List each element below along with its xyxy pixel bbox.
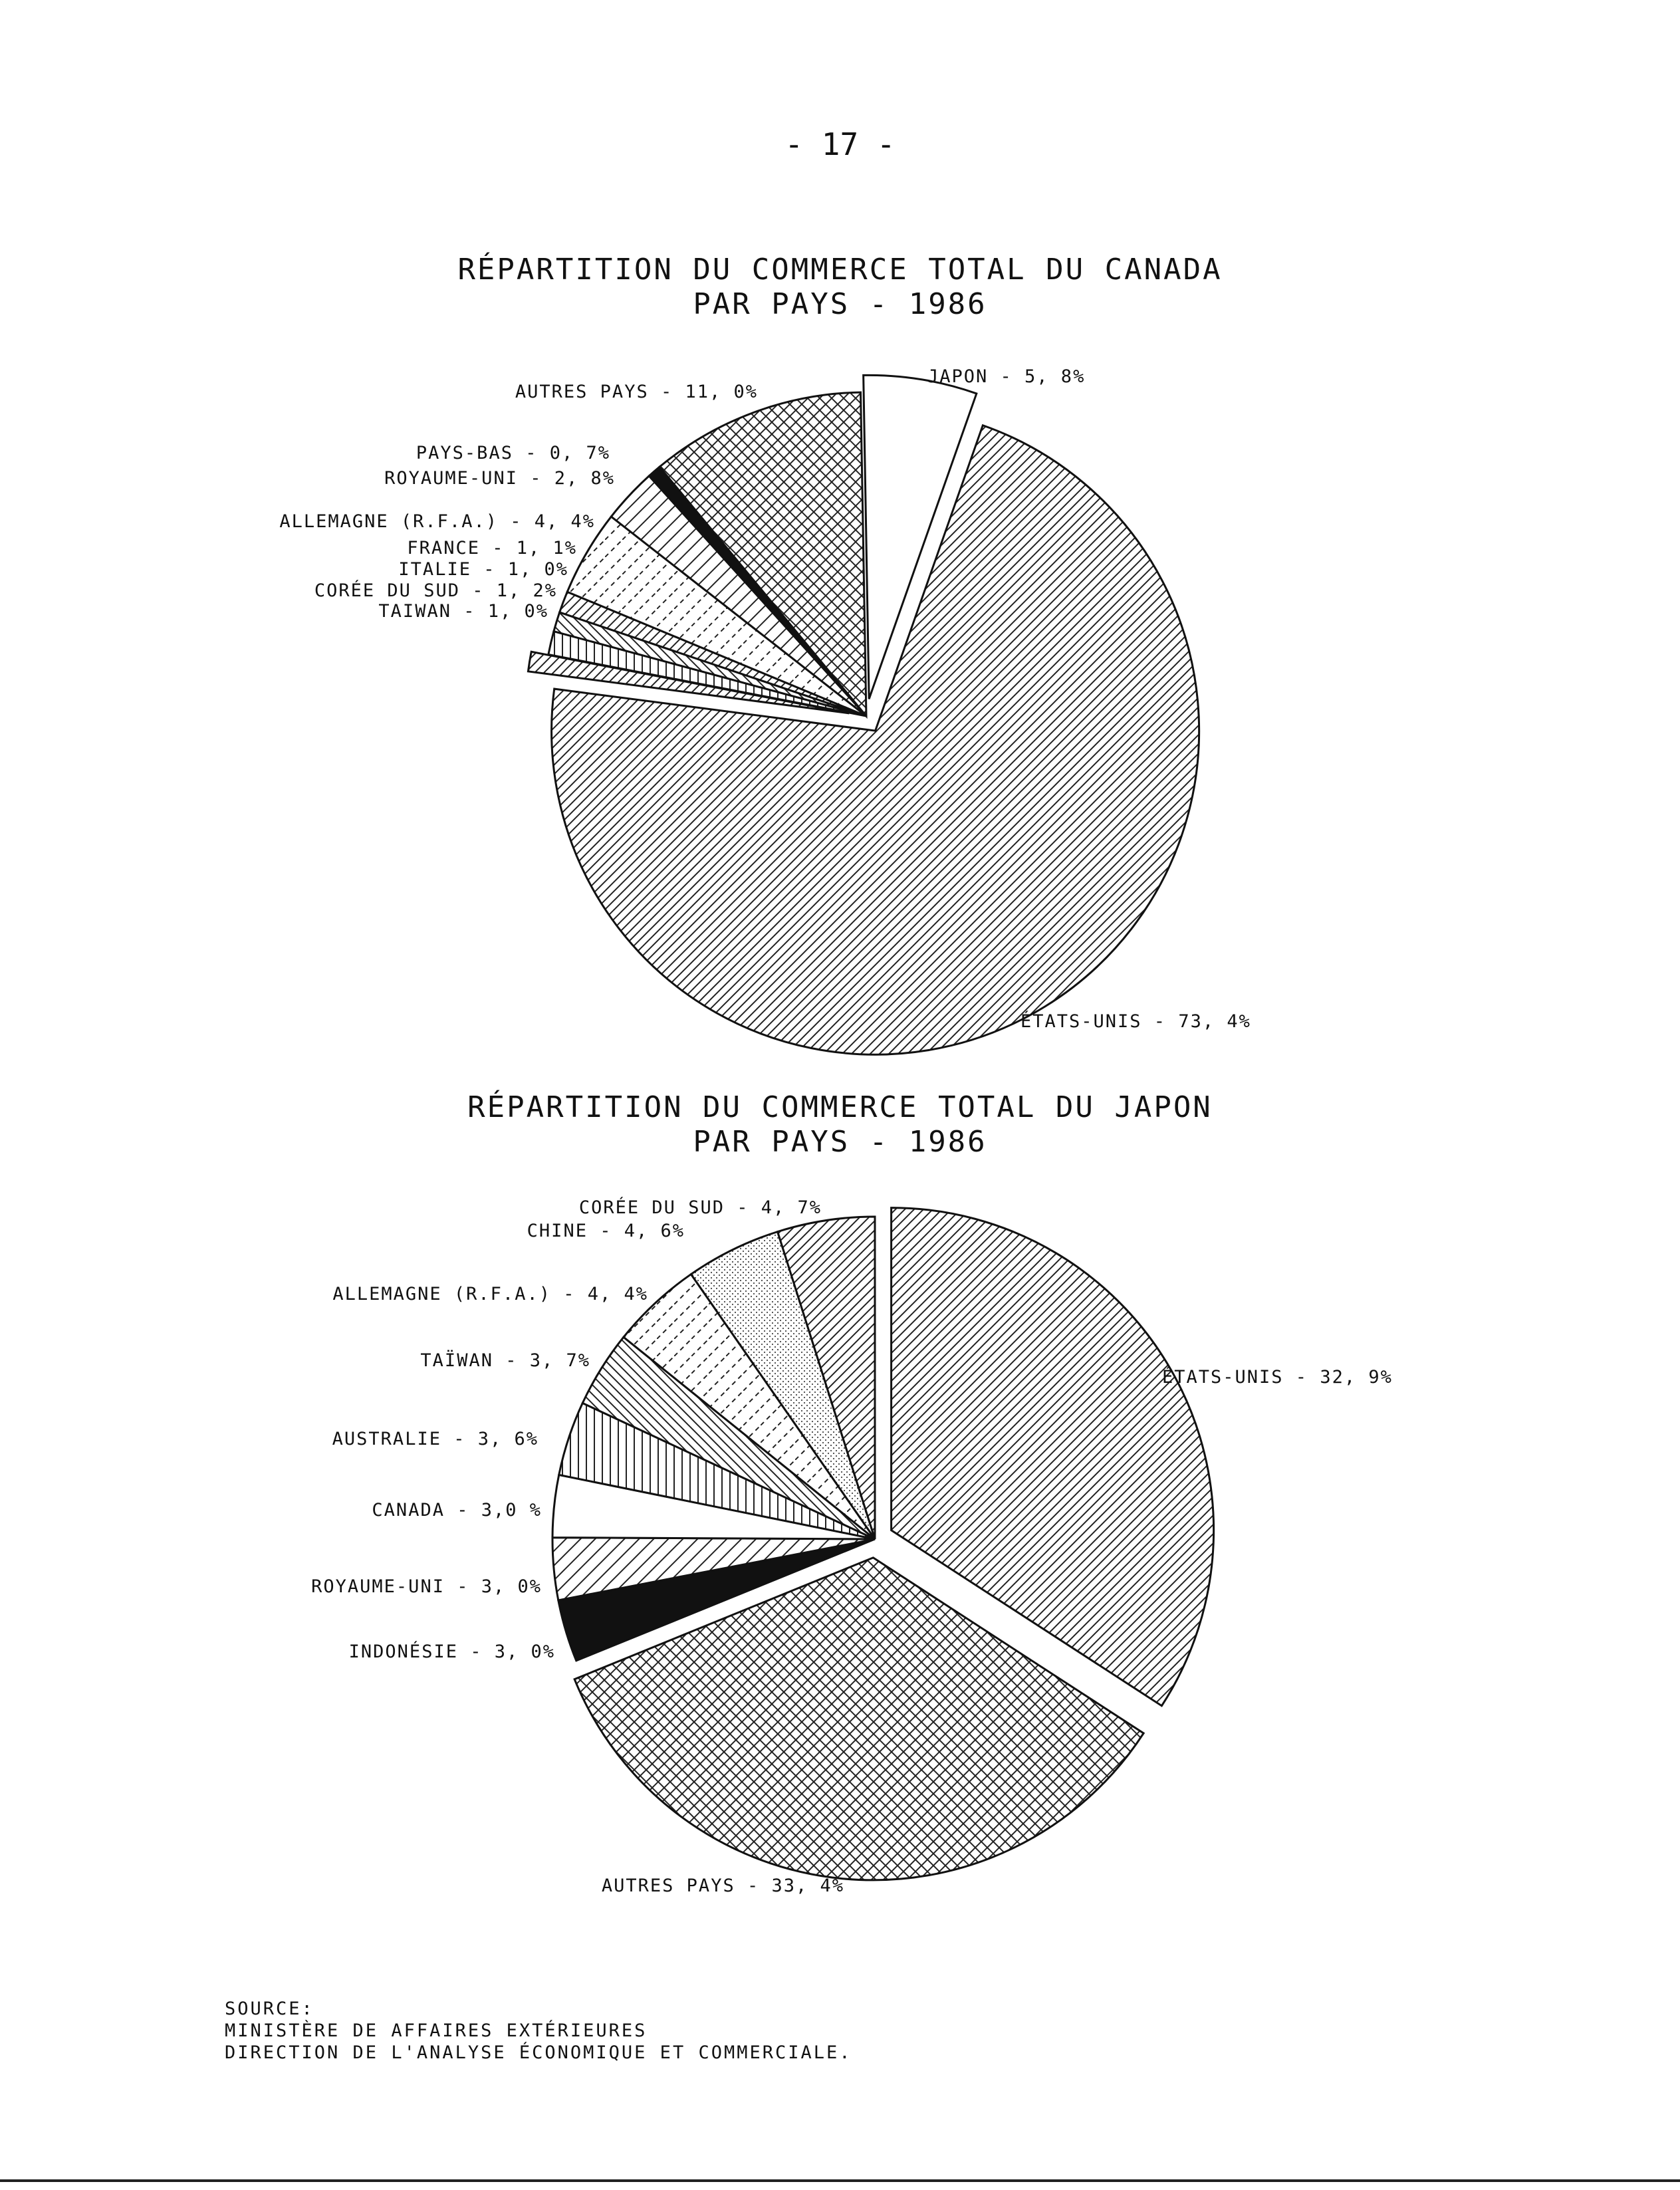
japan-chart-title: RÉPARTITION DU COMMERCE TOTAL DU JAPON — [467, 1090, 1213, 1124]
slice-label-etats-unis: ÉTATS-UNIS - 73, 4% — [1020, 1011, 1251, 1032]
slice-label-etats-unis: ÉTATS-UNIS - 32, 9% — [1162, 1367, 1393, 1388]
slice-label-indonesie: INDONÉSIE - 3, 0% — [348, 1642, 555, 1662]
canada-chart-title: RÉPARTITION DU COMMERCE TOTAL DU CANADA — [457, 253, 1223, 287]
slice-label-coree-du-sud: CORÉE DU SUD - 1, 2% — [314, 580, 557, 601]
slice-label-royaume-uni: ROYAUME-UNI - 3, 0% — [311, 1576, 542, 1597]
source-note — [225, 1998, 852, 2064]
source-direction: DIRECTION DE L'ANALYSE ÉCONOMIQUE ET COMMERCIALE. — [225, 2042, 852, 2063]
canada-chart-title-block — [0, 253, 1680, 322]
japan-pie-chart — [0, 1183, 1680, 1921]
page-number: - 17 - — [784, 126, 896, 162]
source-heading: SOURCE: — [225, 1999, 314, 2019]
slice-label-france: FRANCE - 1, 1% — [407, 538, 577, 558]
bottom-rule — [0, 2179, 1680, 2182]
slice-label-taiwan: TAÏWAN - 3, 7% — [420, 1350, 590, 1371]
slice-label-coree-du-sud: CORÉE DU SUD - 4, 7% — [578, 1197, 822, 1218]
slice-label-japon: JAPON - 5, 8% — [927, 366, 1086, 387]
slice-label-italie: ITALIE - 1, 0% — [398, 559, 568, 580]
slice-label-chine: CHINE - 4, 6% — [527, 1221, 685, 1241]
slice-label-pays-bas: PAYS-BAS - 0, 7% — [416, 443, 610, 463]
slice-label-australie: AUSTRALIE - 3, 6% — [332, 1429, 539, 1449]
source-ministry: MINISTÈRE DE AFFAIRES EXTÉRIEURES — [225, 2020, 648, 2041]
slice-label-autres-pays: AUTRES PAYS - 11, 0% — [515, 382, 758, 402]
japan-chart-title-block — [0, 1090, 1680, 1159]
canada-chart-subtitle: PAR PAYS - 1986 — [693, 287, 987, 321]
slice-label-allemagne-r-f-a: ALLEMAGNE (R.F.A.) - 4, 4% — [332, 1284, 648, 1304]
japan-chart-subtitle: PAR PAYS - 1986 — [693, 1125, 987, 1159]
slice-label-canada: CANADA - 3,0 % — [372, 1500, 542, 1521]
slice-label-royaume-uni: ROYAUME-UNI - 2, 8% — [384, 468, 615, 489]
canada-pie-chart — [0, 332, 1680, 1064]
slice-label-allemagne-r-f-a: ALLEMAGNE (R.F.A.) - 4, 4% — [279, 511, 595, 532]
slice-label-taiwan: TAIWAN - 1, 0% — [378, 601, 548, 622]
slice-label-autres-pays: AUTRES PAYS - 33, 4% — [601, 1876, 844, 1896]
